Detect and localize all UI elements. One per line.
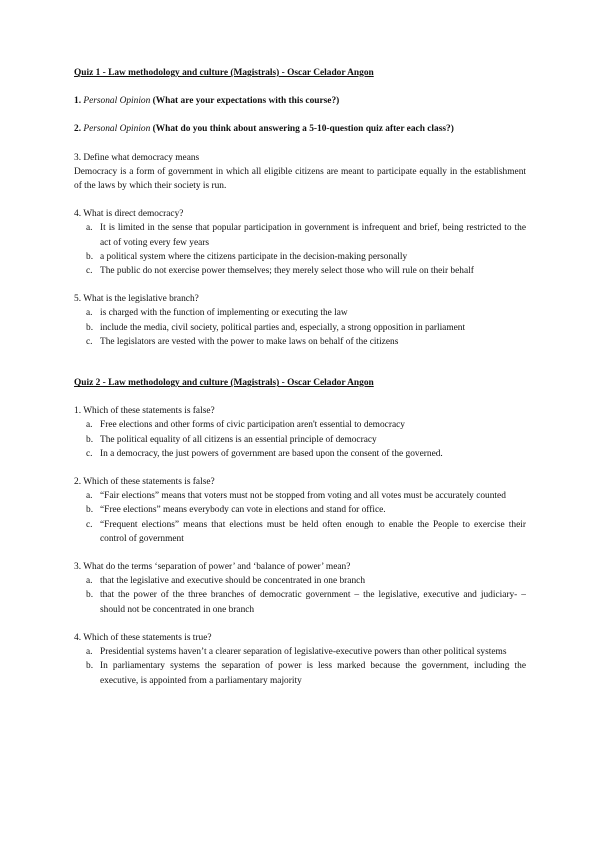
option-item <box>74 645 526 659</box>
option-letter: b. <box>86 505 94 516</box>
option-item <box>74 574 526 588</box>
option-letter: a. <box>86 420 93 431</box>
option-item <box>74 321 526 335</box>
option-text: “Fair elections” means that voters must not be stopped from voting and all votes must be accurately counted <box>100 491 506 502</box>
option-item <box>74 264 526 278</box>
option-item <box>74 250 526 264</box>
option-item <box>74 335 526 349</box>
option-letter: b. <box>86 434 94 445</box>
option-text: include the media, civil society, political parties and, especially, a strong opposition in parliament <box>100 322 466 333</box>
option-text: It is limited in the sense that popular participation in government is infrequent and brief, being restricted to the act of voting every few years <box>100 223 526 248</box>
option-text: Presidential systems haven’t a clearer separation of legislative-executive powers than other political systems <box>100 647 507 658</box>
quiz1-question-1 <box>74 94 526 108</box>
option-letter: c. <box>86 519 93 530</box>
option-item <box>74 489 526 503</box>
option-letter: a. <box>86 491 93 502</box>
option-text: that the legislative and executive should be concentrated in one branch <box>100 576 366 587</box>
option-letter: c. <box>86 448 93 459</box>
quiz2-q3-options <box>74 574 526 617</box>
option-item <box>74 503 526 517</box>
option-item <box>74 221 526 249</box>
option-text: a political system where the citizens participate in the decision-making personally <box>100 251 408 262</box>
quiz2-q1-options <box>74 418 526 461</box>
option-text: The legislators are vested with the power to make laws on behalf of the citizens <box>100 336 399 347</box>
option-letter: a. <box>86 576 93 587</box>
option-text: that the power of the three branches of democratic government – the legislative, executive and judiciary- – should not be concentrated in one branch <box>100 590 526 615</box>
quiz1-q4-options <box>74 221 526 278</box>
option-item <box>74 306 526 320</box>
option-letter: b. <box>86 661 94 672</box>
option-letter: b. <box>86 251 94 262</box>
option-item <box>74 418 526 432</box>
quiz2-q4-title: 4. Which of these statements is true? <box>74 632 212 643</box>
option-item <box>74 659 526 687</box>
option-text: “Frequent elections” means that elections must be held often enough to enable the People to exercise their control of government <box>100 519 526 544</box>
option-letter: c. <box>86 336 93 347</box>
quiz1-q2-number: 2. <box>74 124 82 135</box>
quiz1-title: Quiz 1 - Law methodology and culture (Magistrals) - Oscar Celador Angon <box>74 68 374 78</box>
quiz1-q5-options <box>74 306 526 349</box>
document-page <box>74 66 526 688</box>
quiz1-q3-answer: Democracy is a form of government in which all eligible citizens are meant to participate equally in the establishment of the laws by which their society is run. <box>74 166 526 192</box>
option-text: The political equality of all citizens is an essential principle of democracy <box>100 434 377 445</box>
option-item <box>74 518 526 546</box>
option-text: Free elections and other forms of civic participation aren't essential to democracy <box>100 420 405 431</box>
option-letter: b. <box>86 322 94 333</box>
quiz2-q1-title: 1. Which of these statements is false? <box>74 406 215 417</box>
option-item <box>74 447 526 461</box>
option-letter: a. <box>86 647 93 658</box>
option-letter: b. <box>86 590 94 601</box>
option-letter: c. <box>86 266 93 277</box>
quiz2-title: Quiz 2 - Law methodology and culture (Magistrals) - Oscar Celador Angon <box>74 378 374 389</box>
option-text: The public do not exercise power themselves; they merely select those who will rule on their behalf <box>100 266 474 277</box>
option-item <box>74 433 526 447</box>
quiz1-q1-text: (What are your expectations with this course?) <box>152 96 340 107</box>
option-text: In parliamentary systems the separation of power is less marked because the government, including the executive, is appointed from a parliamentary majority <box>100 661 526 686</box>
option-text: is charged with the function of implementing or executing the law <box>100 308 348 319</box>
quiz1-q3-title: 3. Define what democracy means <box>74 152 200 163</box>
quiz1-q2-text: (What do you think about answering a 5-10-question quiz after each class?) <box>152 124 454 135</box>
quiz1-q2-opinion: Personal Opinion <box>83 124 151 135</box>
option-item <box>74 588 526 616</box>
quiz2-q2-title: 2. Which of these statements is false? <box>74 477 215 488</box>
quiz1-q1-opinion: Personal Opinion <box>83 96 151 107</box>
quiz2-q2-options <box>74 489 526 546</box>
quiz2-q3-title: 3. What do the terms ‘separation of power’ and ‘balance of power’ mean? <box>74 562 351 573</box>
quiz1-q4-title: 4. What is direct democracy? <box>74 209 184 220</box>
quiz2-q4-options <box>74 645 526 688</box>
quiz1-q1-number: 1. <box>74 96 82 107</box>
option-letter: a. <box>86 308 93 319</box>
option-letter: a. <box>86 223 93 234</box>
quiz1-q5-title: 5. What is the legislative branch? <box>74 294 199 305</box>
option-text: “Free elections” means everybody can vote in elections and stand for office. <box>100 505 386 516</box>
option-text: In a democracy, the just powers of government are based upon the consent of the governed. <box>100 448 443 459</box>
quiz1-question-2 <box>74 122 526 136</box>
